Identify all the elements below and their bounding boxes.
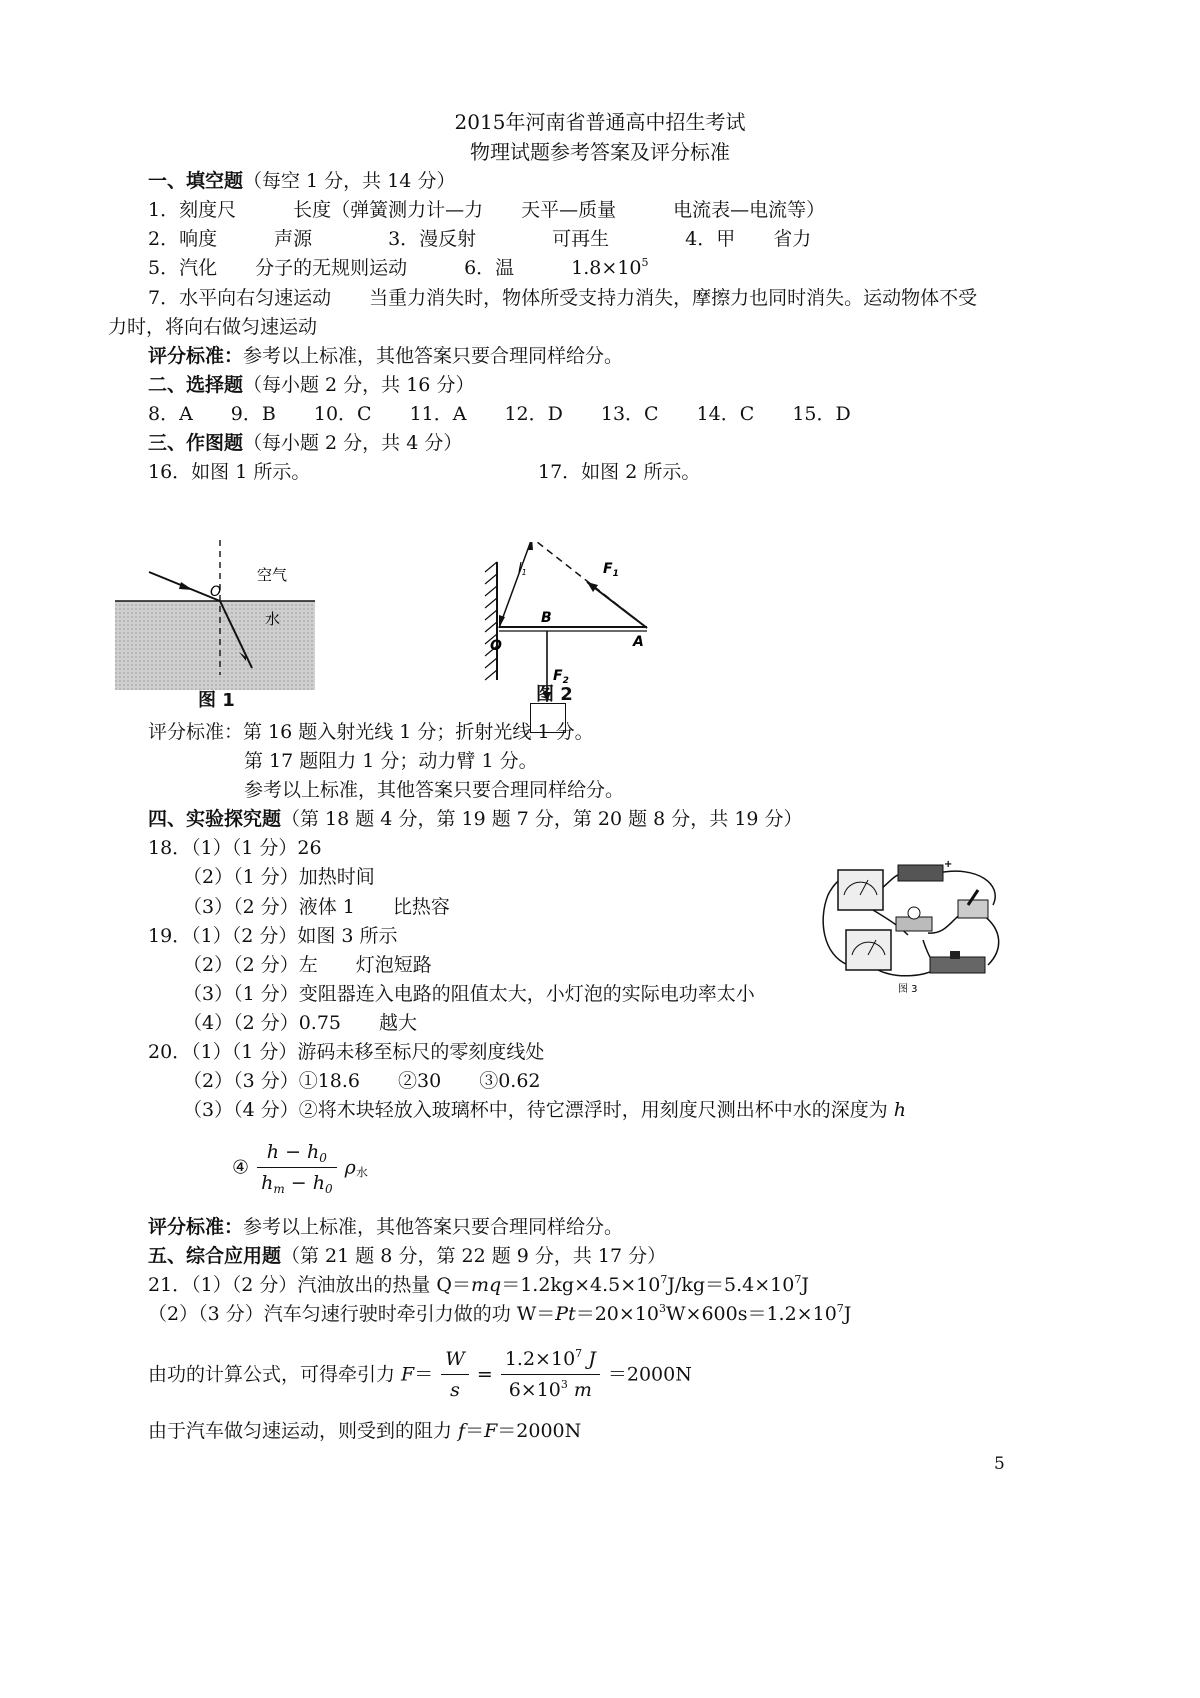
point-b-label: B xyxy=(541,610,552,626)
section-3-criteria-3: 参考以上标准，其他答案只要合理同样给分。 xyxy=(244,779,625,801)
density-fraction xyxy=(257,1137,337,1198)
q17-answer: 17．如图 2 所示。 xyxy=(538,461,701,483)
answer-line-7: 7．水平向右匀速运动 当重力消失时，物体所受支持力消失，摩擦力也同时消失。运动物体不受 xyxy=(148,287,978,309)
var-h: h xyxy=(893,1099,907,1121)
criteria-text: 参考以上标准，其他答案只要合理同样给分。 xyxy=(243,345,624,367)
page-number: 5 xyxy=(994,1454,1005,1474)
q20-part-2: （2）（3 分）①18.6 ②30 ③0.62 xyxy=(183,1070,541,1092)
q19-part-1: 19．（1）（2 分）如图 3 所示 xyxy=(148,925,398,947)
work-over-distance-fraction: $\frac{W}{s}$ xyxy=(441,1344,469,1405)
section-5-title: 五、综合应用题 xyxy=(148,1245,282,1267)
ammeter xyxy=(846,930,891,970)
q19-part-2: （2）（2 分）左 灯泡短路 xyxy=(183,954,432,976)
wall-hatching xyxy=(485,562,497,680)
q20-part-3 xyxy=(183,1097,906,1123)
point-o-label: O xyxy=(490,638,502,654)
figure-1-refraction-diagram xyxy=(115,540,315,690)
exponent: 5 xyxy=(641,256,649,269)
answer-line-1: 1．刻度尺 长度（弹簧测力计—力 天平—质量 电流表—电流等） xyxy=(148,199,826,221)
lamp-bulb xyxy=(908,907,920,919)
criteria-label: 评分标准： xyxy=(148,345,244,367)
section-4-criteria xyxy=(148,1214,623,1240)
section-4-title: 四、实验探究题 xyxy=(148,808,282,830)
force-f2-label: $F_2$ xyxy=(553,668,569,686)
section-4-heading xyxy=(148,806,803,832)
q21-part-2: （2）（3 分）汽车匀速行驶时牵引力做的功 $W=Pt=20\times 10^3W\times 600s=1.2\times 10^7J$ xyxy=(148,1302,852,1325)
figure-3-circuit-diagram xyxy=(818,855,1008,995)
section-5-heading xyxy=(148,1243,666,1269)
force-f1-arrow xyxy=(587,582,598,592)
section-1-heading xyxy=(148,168,455,194)
circled-four: ④ xyxy=(232,1156,250,1179)
lever-arm-l1-label: $l_1$ xyxy=(518,561,527,577)
page-title: 2015年河南省普通高中招生考试 xyxy=(454,110,746,134)
rho-subscript: 水 xyxy=(355,1165,368,1180)
q18-part-1: 18．（1）（1 分）26 xyxy=(148,837,322,859)
section-2-heading xyxy=(148,372,474,398)
rho-symbol: ρ xyxy=(344,1156,356,1179)
section-2-title: 二、选择题 xyxy=(148,374,244,396)
section-3-note: （每小题 2 分，共 4 分） xyxy=(243,432,463,454)
battery xyxy=(898,865,943,881)
choice-answers: 8．A 9．B 10．C 11．A 12．D 13．C 14．C 15．D xyxy=(148,403,851,425)
figure-1-caption: 图 1 xyxy=(198,690,235,711)
section-3-criteria-2: 第 17 题阻力 1 分；动力臂 1 分。 xyxy=(244,750,538,772)
water-label: 水 xyxy=(265,610,281,628)
answer-line-2: 2．响度 声源 3．漫反射 可再生 4．甲 省力 xyxy=(148,228,812,250)
point-a-label: A xyxy=(633,634,644,650)
q21-part-3: 由功的计算公式，可得牵引力 F＝ $\frac{W}{s}$ = $\frac{1.2\times 10^7 J}{6\times 10^3 m}$ ＝2000N xyxy=(148,1344,692,1405)
q18-part-3: （3）（2 分）液体 1 比热容 xyxy=(183,896,450,918)
q19-part-3: （3）（1 分）变阻器连入电路的阻值太大，小灯泡的实际电功率太小 xyxy=(183,983,755,1005)
voltmeter xyxy=(838,870,883,910)
criteria-text: 参考以上标准，其他答案只要合理同样给分。 xyxy=(243,1216,624,1238)
water-region xyxy=(115,601,315,690)
air-label: 空气 xyxy=(257,566,288,584)
section-3-criteria-1: 评分标准：第 16 题入射光线 1 分；折射光线 1 分。 xyxy=(148,721,594,743)
section-3-heading xyxy=(148,430,462,456)
rheostat xyxy=(930,957,985,973)
section-2-note: （每小题 2 分，共 16 分） xyxy=(243,374,475,396)
figure-2-lever-diagram xyxy=(480,542,700,707)
q18-part-2: （2）（1 分）加热时间 xyxy=(183,866,375,888)
force-f1-label: $F_1$ xyxy=(603,561,619,579)
point-o-label: O xyxy=(210,584,222,600)
lever-arm-l1 xyxy=(499,542,532,628)
fraction-numerator: $h - h_0$ xyxy=(257,1137,337,1168)
svg-text:+: + xyxy=(944,859,953,870)
force-f1 xyxy=(587,582,647,628)
section-5-note: （第 21 题 8 分，第 22 题 9 分，共 17 分） xyxy=(281,1245,667,1267)
l1-arrow-top xyxy=(527,542,533,550)
section-1-note: （每空 1 分，共 14 分） xyxy=(243,170,456,192)
criteria-label: 评分标准： xyxy=(148,1216,244,1238)
page-subtitle: 物理试题参考答案及评分标准 xyxy=(470,140,730,164)
answer-line-3 xyxy=(148,255,649,281)
switch xyxy=(958,900,988,918)
figure-2-caption: 图 2 xyxy=(536,684,573,705)
force-value-fraction: $\frac{1.2\times 10^7 J}{6\times 10^3 m}$ xyxy=(501,1344,600,1405)
q20-part-1: 20．（1）（1 分）游码未移至标尺的零刻度线处 xyxy=(148,1041,545,1063)
q16-answer: 16．如图 1 所示。 xyxy=(148,461,311,483)
answer-line-7-cont: 力时，将向右做匀速运动 xyxy=(108,316,318,338)
figure-3-caption: 图 3 xyxy=(898,984,918,995)
q21-part-1: 21．（1）（2 分）汽油放出的热量 $Q=mq=1.2kg\times 4.5\times 10^7J/kg=5.4\times 10^7J$ xyxy=(148,1273,809,1296)
q19-part-4: （4）（2 分）0.75 越大 xyxy=(183,1012,418,1034)
q20-formula xyxy=(232,1137,368,1198)
section-4-note: （第 18 题 4 分，第 19 题 7 分，第 20 题 8 分，共 19 分） xyxy=(281,808,803,830)
section-3-title: 三、作图题 xyxy=(148,432,244,454)
incident-arrow xyxy=(179,582,193,590)
answer-line-3-text: 5．汽化 分子的无规则运动 6．温 1.8×10 xyxy=(148,257,642,279)
section-1-criteria xyxy=(148,343,623,369)
q20-part-3-text: （3）（4 分）②将木块轻放入玻璃杯中，待它漂浮时，用刻度尺测出杯中水的深度为 xyxy=(183,1099,894,1121)
q21-part-4: 由于汽车做匀速运动，则受到的阻力 f＝F＝2000N xyxy=(148,1420,582,1442)
section-1-title: 一、填空题 xyxy=(148,170,244,192)
fraction-denominator: $h_m - h_0$ xyxy=(261,1172,333,1196)
